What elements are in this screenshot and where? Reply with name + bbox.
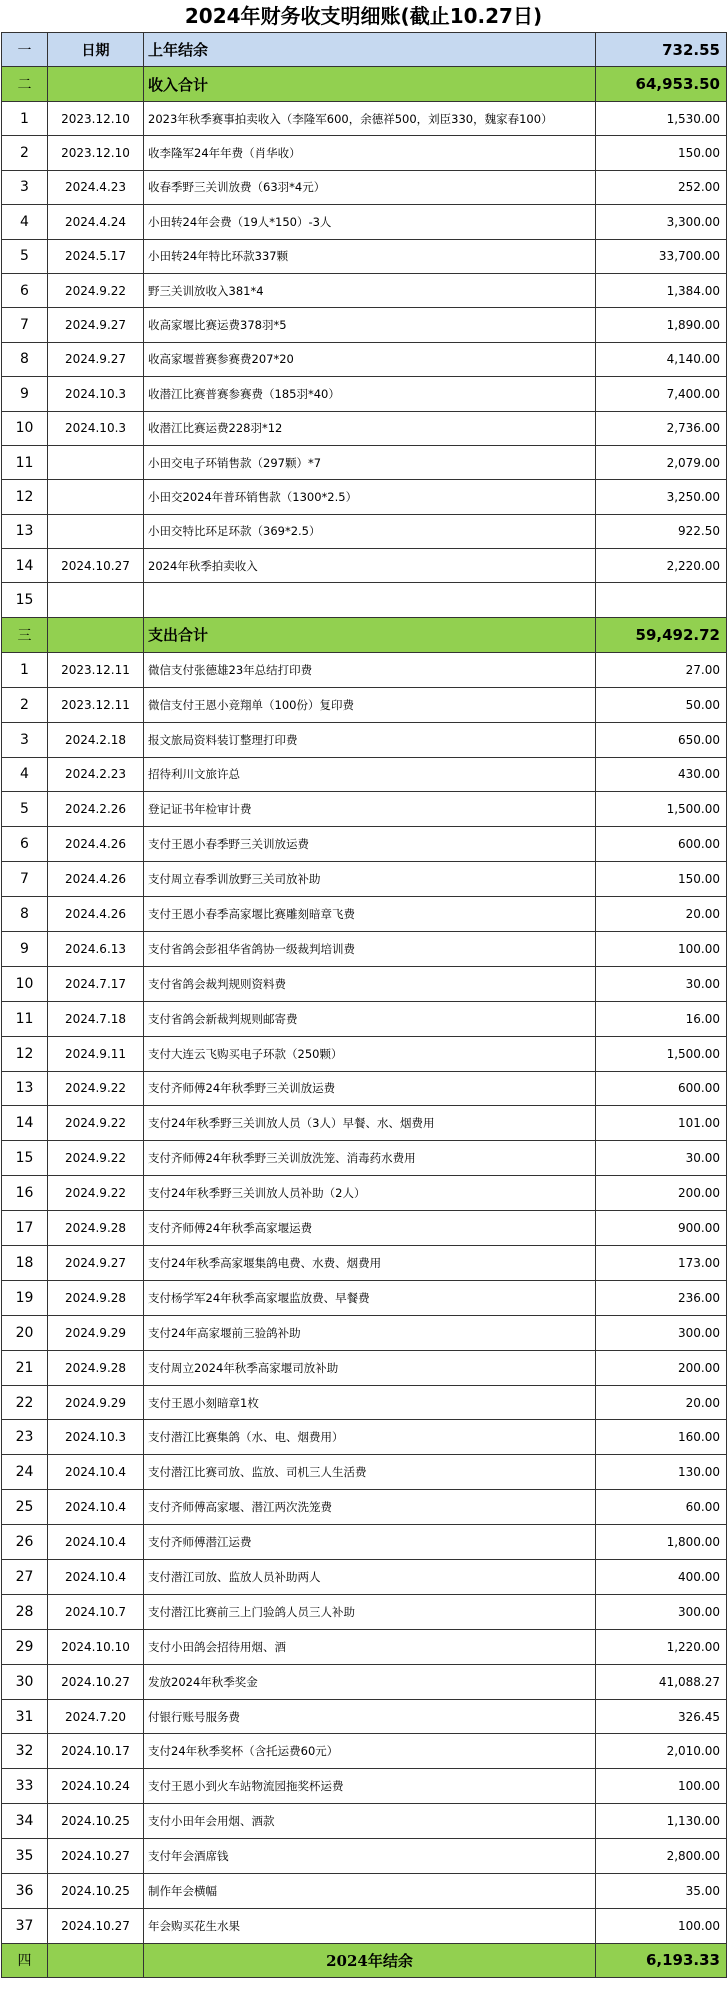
table-row (2, 273, 727, 307)
row-amount: 600.00 (596, 1071, 727, 1106)
date-column-header: 日期 (48, 33, 144, 67)
table-row (2, 897, 727, 932)
row-description: 付银行账号服务费 (144, 1699, 596, 1734)
table-row (2, 1874, 727, 1909)
table-row (2, 170, 727, 204)
row-amount: 101.00 (596, 1106, 727, 1141)
row-description: 收李隆军24年年费（肖华收） (144, 136, 596, 170)
row-amount: 650.00 (596, 722, 727, 757)
table-row (2, 1246, 727, 1281)
row-description: 野三关训放收入381*4 (144, 273, 596, 307)
row-amount: 200.00 (596, 1176, 727, 1211)
row-amount: 400.00 (596, 1560, 727, 1595)
row-description: 支付大连云飞购买电子环款（250颗） (144, 1036, 596, 1071)
expense-total-label: 支出合计 (144, 617, 596, 652)
row-description: 支付周立春季训放野三关司放补助 (144, 862, 596, 897)
carryover-label: 上年结余 (144, 33, 596, 67)
table-row (2, 583, 727, 617)
table-row (2, 411, 727, 445)
row-date (48, 480, 144, 514)
row-date: 2024.2.26 (48, 792, 144, 827)
row-date: 2024.10.3 (48, 377, 144, 411)
row-description: 支付齐师傅24年秋季高家堰运费 (144, 1211, 596, 1246)
row-description: 年会购买花生水果 (144, 1908, 596, 1943)
row-number: 4 (2, 205, 48, 239)
row-amount: 3,250.00 (596, 480, 727, 514)
row-description: 收春季野三关训放费（63羽*4元） (144, 170, 596, 204)
table-row (2, 1629, 727, 1664)
row-description: 报文旅局资料装订整理打印费 (144, 722, 596, 757)
row-amount: 150.00 (596, 136, 727, 170)
row-number: 9 (2, 931, 48, 966)
table-row (2, 687, 727, 722)
table-row (2, 1769, 727, 1804)
row-amount: 2,220.00 (596, 549, 727, 583)
table-row (2, 1001, 727, 1036)
row-number: 21 (2, 1350, 48, 1385)
row-number: 16 (2, 1176, 48, 1211)
row-date: 2024.9.22 (48, 1071, 144, 1106)
table-row (2, 480, 727, 514)
table-row (2, 136, 727, 170)
row-number: 6 (2, 273, 48, 307)
row-date: 2024.4.26 (48, 897, 144, 932)
row-date: 2024.9.27 (48, 308, 144, 342)
table-row (2, 1734, 727, 1769)
row-description: 支付24年高家堰前三验鸽补助 (144, 1315, 596, 1350)
row-number: 9 (2, 377, 48, 411)
table-row (2, 1315, 727, 1350)
row-number: 31 (2, 1699, 48, 1734)
row-amount: 300.00 (596, 1315, 727, 1350)
row-number: 5 (2, 792, 48, 827)
row-date: 2024.10.10 (48, 1629, 144, 1664)
table-row (2, 102, 727, 136)
row-amount: 16.00 (596, 1001, 727, 1036)
row-amount: 2,079.00 (596, 445, 727, 479)
table-row (2, 377, 727, 411)
row-amount: 1,384.00 (596, 273, 727, 307)
table-row (2, 1525, 727, 1560)
row-number: 36 (2, 1874, 48, 1909)
table-row (2, 1280, 727, 1315)
row-amount: 30.00 (596, 966, 727, 1001)
row-number: 11 (2, 1001, 48, 1036)
row-description: 登记证书年检审计费 (144, 792, 596, 827)
row-date: 2023.12.10 (48, 136, 144, 170)
row-date: 2024.9.28 (48, 1280, 144, 1315)
row-number: 19 (2, 1280, 48, 1315)
row-description: 支付小田年会用烟、酒款 (144, 1804, 596, 1839)
row-amount: 50.00 (596, 687, 727, 722)
table-row (2, 652, 727, 687)
table-row (2, 757, 727, 792)
row-date: 2024.9.27 (48, 342, 144, 376)
row-amount: 100.00 (596, 931, 727, 966)
row-number: 7 (2, 862, 48, 897)
row-amount: 326.45 (596, 1699, 727, 1734)
row-description: 2024年秋季拍卖收入 (144, 549, 596, 583)
row-amount: 236.00 (596, 1280, 727, 1315)
row-description: 支付24年秋季高家堰集鸽电费、水费、烟费用 (144, 1246, 596, 1281)
row-amount: 1,890.00 (596, 308, 727, 342)
table-row (2, 1908, 727, 1943)
table-row (2, 1594, 727, 1629)
row-number: 23 (2, 1420, 48, 1455)
row-amount: 130.00 (596, 1455, 727, 1490)
row-amount: 35.00 (596, 1874, 727, 1909)
row-date: 2024.4.23 (48, 170, 144, 204)
row-date: 2024.6.13 (48, 931, 144, 966)
row-description: 支付齐师傅高家堰、潜江两次洗笼费 (144, 1490, 596, 1525)
row-date (48, 514, 144, 548)
table-row (2, 549, 727, 583)
row-number: 5 (2, 239, 48, 273)
row-amount: 173.00 (596, 1246, 727, 1281)
row-amount: 60.00 (596, 1490, 727, 1525)
row-date: 2024.10.4 (48, 1490, 144, 1525)
row-date: 2024.4.26 (48, 862, 144, 897)
row-amount: 1,220.00 (596, 1629, 727, 1664)
row-amount: 2,736.00 (596, 411, 727, 445)
carryover-amount: 732.55 (596, 33, 727, 67)
row-amount: 252.00 (596, 170, 727, 204)
table-row (2, 239, 727, 273)
table-row (2, 1141, 727, 1176)
row-number: 35 (2, 1839, 48, 1874)
row-description: 支付潜江司放、监放人员补助两人 (144, 1560, 596, 1595)
row-number: 2 (2, 136, 48, 170)
row-description: 支付省鸽会彭祖华省鸽协一级裁判培训费 (144, 931, 596, 966)
row-date: 2024.10.17 (48, 1734, 144, 1769)
row-date: 2023.12.11 (48, 652, 144, 687)
row-date: 2024.9.11 (48, 1036, 144, 1071)
row-number: 33 (2, 1769, 48, 1804)
row-date: 2024.7.20 (48, 1699, 144, 1734)
row-date: 2023.12.10 (48, 102, 144, 136)
row-description: 支付年会酒席钱 (144, 1839, 596, 1874)
row-amount: 160.00 (596, 1420, 727, 1455)
row-amount: 20.00 (596, 897, 727, 932)
row-description: 支付潜江比赛司放、监放、司机三人生活费 (144, 1455, 596, 1490)
row-amount: 30.00 (596, 1141, 727, 1176)
row-number: 7 (2, 308, 48, 342)
row-amount: 27.00 (596, 652, 727, 687)
row-amount: 922.50 (596, 514, 727, 548)
row-date: 2024.10.3 (48, 411, 144, 445)
row-description: 微信支付张德雄23年总结打印费 (144, 652, 596, 687)
row-date: 2024.10.27 (48, 1908, 144, 1943)
row-amount: 7,400.00 (596, 377, 727, 411)
row-amount: 41,088.27 (596, 1664, 727, 1699)
row-date: 2023.12.11 (48, 687, 144, 722)
row-description: 小田交2024年普环销售款（1300*2.5） (144, 480, 596, 514)
row-number: 18 (2, 1246, 48, 1281)
table-row (2, 1804, 727, 1839)
row-amount: 4,140.00 (596, 342, 727, 376)
row-description: 收潜江比赛运费228羽*12 (144, 411, 596, 445)
expense-total-row (2, 617, 727, 652)
row-number: 22 (2, 1385, 48, 1420)
row-description (144, 583, 596, 617)
row-description: 支付24年秋季野三关训放人员补助（2人） (144, 1176, 596, 1211)
table-row (2, 827, 727, 862)
row-amount: 33,700.00 (596, 239, 727, 273)
row-amount: 2,010.00 (596, 1734, 727, 1769)
row-amount: 20.00 (596, 1385, 727, 1420)
row-amount: 100.00 (596, 1769, 727, 1804)
row-description: 支付省鸽会裁判规则资料费 (144, 966, 596, 1001)
section-number: 四 (2, 1943, 48, 1977)
row-description: 支付王恩小刻暗章1枚 (144, 1385, 596, 1420)
row-description: 支付齐师傅潜江运费 (144, 1525, 596, 1560)
row-number: 13 (2, 514, 48, 548)
table-row (2, 205, 727, 239)
row-description: 制作年会横幅 (144, 1874, 596, 1909)
section-number: 二 (2, 67, 48, 102)
row-amount: 430.00 (596, 757, 727, 792)
row-amount (596, 583, 727, 617)
row-description: 收潜江比赛普赛参赛费（185羽*40） (144, 377, 596, 411)
section-number: 三 (2, 617, 48, 652)
row-number: 1 (2, 102, 48, 136)
income-total-amount: 64,953.50 (596, 67, 727, 102)
row-number: 29 (2, 1629, 48, 1664)
row-date: 2024.10.27 (48, 1839, 144, 1874)
row-description: 支付王恩小到火车站物流园拖奖杯运费 (144, 1769, 596, 1804)
carryover-row (2, 33, 727, 67)
row-date (48, 445, 144, 479)
table-row (2, 931, 727, 966)
row-description: 支付24年秋季奖杯（含托运费60元） (144, 1734, 596, 1769)
section-number: 一 (2, 33, 48, 67)
row-description: 支付齐师傅24年秋季野三关训放洗笼、消毒药水费用 (144, 1141, 596, 1176)
row-number: 17 (2, 1211, 48, 1246)
row-date: 2024.9.28 (48, 1211, 144, 1246)
table-row (2, 1664, 727, 1699)
row-number: 28 (2, 1594, 48, 1629)
row-number: 24 (2, 1455, 48, 1490)
empty-cell (48, 1943, 144, 1977)
row-amount: 1,530.00 (596, 102, 727, 136)
row-description: 支付周立2024年秋季高家堰司放补助 (144, 1350, 596, 1385)
row-description: 支付省鸽会新裁判规则邮寄费 (144, 1001, 596, 1036)
row-description: 支付小田鸽会招待用烟、酒 (144, 1629, 596, 1664)
table-row (2, 342, 727, 376)
row-description: 发放2024年秋季奖金 (144, 1664, 596, 1699)
expense-rows (2, 652, 727, 1943)
row-date: 2024.10.27 (48, 1664, 144, 1699)
table-row (2, 308, 727, 342)
table-row (2, 1071, 727, 1106)
row-amount: 150.00 (596, 862, 727, 897)
table-row (2, 514, 727, 548)
row-number: 8 (2, 342, 48, 376)
row-number: 12 (2, 480, 48, 514)
row-date: 2024.4.24 (48, 205, 144, 239)
row-number: 26 (2, 1525, 48, 1560)
row-date: 2024.10.25 (48, 1874, 144, 1909)
row-number: 3 (2, 170, 48, 204)
row-number: 8 (2, 897, 48, 932)
row-amount: 300.00 (596, 1594, 727, 1629)
row-amount: 100.00 (596, 1908, 727, 1943)
row-description: 小田交电子环销售款（297颗）*7 (144, 445, 596, 479)
row-date: 2024.9.27 (48, 1246, 144, 1281)
table-row (2, 1176, 727, 1211)
row-number: 2 (2, 687, 48, 722)
row-date: 2024.5.17 (48, 239, 144, 273)
row-amount: 1,130.00 (596, 1804, 727, 1839)
row-amount: 3,300.00 (596, 205, 727, 239)
row-date: 2024.7.17 (48, 966, 144, 1001)
row-date: 2024.10.4 (48, 1455, 144, 1490)
final-balance-label: 2024年结余 (144, 1943, 596, 1977)
row-date: 2024.9.22 (48, 1106, 144, 1141)
row-description: 小田转24年会费（19人*150）-3人 (144, 205, 596, 239)
table-row (2, 1385, 727, 1420)
row-number: 20 (2, 1315, 48, 1350)
table-row (2, 1106, 727, 1141)
row-number: 15 (2, 1141, 48, 1176)
row-number: 37 (2, 1908, 48, 1943)
row-number: 6 (2, 827, 48, 862)
table-row (2, 1490, 727, 1525)
row-description: 微信支付王恩小竞翔单（100份）复印费 (144, 687, 596, 722)
row-date: 2024.10.25 (48, 1804, 144, 1839)
table-row (2, 792, 727, 827)
row-number: 30 (2, 1664, 48, 1699)
row-amount: 1,800.00 (596, 1525, 727, 1560)
income-rows (2, 102, 727, 618)
row-date: 2024.9.22 (48, 273, 144, 307)
row-date: 2024.2.18 (48, 722, 144, 757)
table-row (2, 1839, 727, 1874)
row-amount: 900.00 (596, 1211, 727, 1246)
row-date: 2024.7.18 (48, 1001, 144, 1036)
row-date: 2024.9.22 (48, 1141, 144, 1176)
final-balance-row (2, 1943, 727, 1977)
row-number: 1 (2, 652, 48, 687)
row-description: 支付潜江比赛前三上门验鸽人员三人补助 (144, 1594, 596, 1629)
row-number: 34 (2, 1804, 48, 1839)
expense-total-amount: 59,492.72 (596, 617, 727, 652)
ledger-table (1, 32, 727, 1978)
row-amount: 600.00 (596, 827, 727, 862)
row-amount: 200.00 (596, 1350, 727, 1385)
row-date: 2024.10.3 (48, 1420, 144, 1455)
table-row (2, 966, 727, 1001)
row-number: 32 (2, 1734, 48, 1769)
row-number: 10 (2, 411, 48, 445)
table-row (2, 1455, 727, 1490)
row-number: 3 (2, 722, 48, 757)
table-row (2, 722, 727, 757)
row-date: 2024.4.26 (48, 827, 144, 862)
empty-cell (48, 617, 144, 652)
table-row (2, 1211, 727, 1246)
page-title: 2024年财务收支明细账(截止10.27日) (184, 4, 543, 28)
row-number: 4 (2, 757, 48, 792)
row-number: 13 (2, 1071, 48, 1106)
row-number: 14 (2, 1106, 48, 1141)
row-description: 收高家堰比赛运费378羽*5 (144, 308, 596, 342)
row-amount: 1,500.00 (596, 1036, 727, 1071)
row-date: 2024.10.7 (48, 1594, 144, 1629)
row-date: 2024.9.29 (48, 1385, 144, 1420)
row-amount: 1,500.00 (596, 792, 727, 827)
row-description: 支付齐师傅24年秋季野三关训放运费 (144, 1071, 596, 1106)
row-number: 15 (2, 583, 48, 617)
row-description: 2023年秋季赛事拍卖收入（李隆军600，余德祥500，刘臣330，魏家春100） (144, 102, 596, 136)
table-row (2, 445, 727, 479)
row-date: 2024.2.23 (48, 757, 144, 792)
table-row (2, 1420, 727, 1455)
row-description: 支付王恩小春季高家堰比赛雕刻暗章飞费 (144, 897, 596, 932)
row-number: 25 (2, 1490, 48, 1525)
row-description: 收高家堰普赛参赛费207*20 (144, 342, 596, 376)
row-date: 2024.10.24 (48, 1769, 144, 1804)
row-description: 支付王恩小春季野三关训放运费 (144, 827, 596, 862)
row-date (48, 583, 144, 617)
row-date: 2024.9.22 (48, 1176, 144, 1211)
row-date: 2024.9.28 (48, 1350, 144, 1385)
row-description: 支付24年秋季野三关训放人员（3人）早餐、水、烟费用 (144, 1106, 596, 1141)
row-date: 2024.10.27 (48, 549, 144, 583)
table-row (2, 1350, 727, 1385)
table-row (2, 1699, 727, 1734)
table-row (2, 1036, 727, 1071)
row-number: 12 (2, 1036, 48, 1071)
row-description: 小田转24年特比环款337颗 (144, 239, 596, 273)
empty-cell (48, 67, 144, 102)
row-description: 支付潜江比赛集鸽（水、电、烟费用） (144, 1420, 596, 1455)
table-row (2, 862, 727, 897)
row-description: 支付杨学军24年秋季高家堰监放费、早餐费 (144, 1280, 596, 1315)
income-total-label: 收入合计 (144, 67, 596, 102)
row-date: 2024.10.4 (48, 1525, 144, 1560)
row-number: 14 (2, 549, 48, 583)
row-amount: 2,800.00 (596, 1839, 727, 1874)
row-date: 2024.9.29 (48, 1315, 144, 1350)
row-number: 11 (2, 445, 48, 479)
final-balance-amount: 6,193.33 (596, 1943, 727, 1977)
row-date: 2024.10.4 (48, 1560, 144, 1595)
row-number: 27 (2, 1560, 48, 1595)
row-number: 10 (2, 966, 48, 1001)
row-description: 小田交特比环足环款（369*2.5） (144, 514, 596, 548)
income-total-row (2, 67, 727, 102)
row-description: 招待利川文旅许总 (144, 757, 596, 792)
table-row (2, 1560, 727, 1595)
